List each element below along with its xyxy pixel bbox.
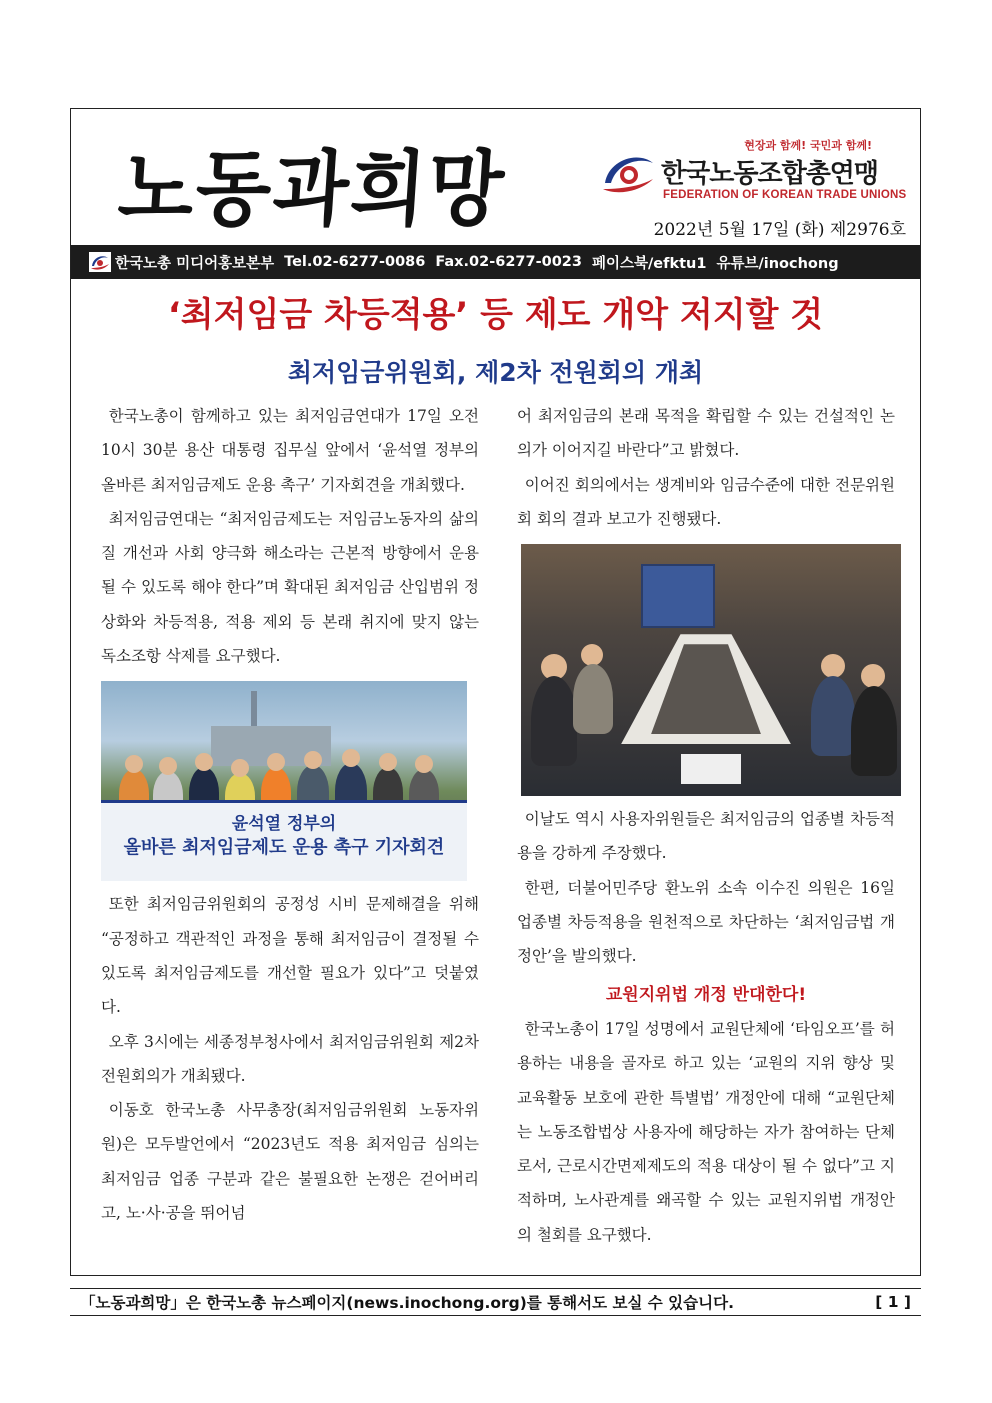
section-title: 교원지위법 개정 반대한다! xyxy=(605,984,807,1005)
masthead xyxy=(71,109,920,245)
paragraph: 한국노총이 17일 성명에서 교원단체에 ‘타임오프’를 허용하는 내용을 골자로 하고 있는 ‘교원의 지위 향상 및 교육활동 보호에 관한 특별법’ 개정안에 대해 “교원단체는 노동조합법상 사용자에 해당하는 자가 참여하는 단체로서, 근로시간면제제도의 적용 대상이 될 수 없다”고 지적하며, 노사관계를 왜곡할 수 있는 교원지위법 개정안의 철회를 요구했다. xyxy=(517,1019,895,1244)
banner-line-1: 윤석열 정부의 xyxy=(231,814,337,835)
footer-note: 「노동과희망」은 한국노총 뉴스페이지(news.inochong.org)를 통해서도 보실 수 있습니다. xyxy=(80,1294,734,1312)
newsletter-page xyxy=(70,108,921,1276)
paragraph: 오후 3시에는 세종정부청사에서 최저임금위원회 제2차 전원회의가 개최됐다. xyxy=(101,1032,479,1085)
paragraph: 어 최저임금의 본래 목적을 확립할 수 있는 건설적인 논의가 이어지길 바란다”고 밝혔다. xyxy=(517,407,895,460)
contact-org: 한국노총 미디어홍보본부 xyxy=(115,255,275,272)
article-subhead: 최저임금위원회, 제2차 전원회의 개최 xyxy=(287,358,704,387)
press-conference-banner xyxy=(101,800,467,881)
wage-committee-meeting-photo xyxy=(521,544,901,796)
paragraph: 한국노총이 함께하고 있는 최저임금연대가 17일 오전 10시 30분 용산 대통령 집무실 앞에서 ‘윤석열 정부의 올바른 최저임금제도 운용 촉구’ 기자회견을 개최했다. xyxy=(101,407,479,494)
paragraph: 최저임금연대는 “최저임금제도는 저임금노동자의 삶의 질 개선과 사회 양극화 해소라는 근본적 방향에서 운용될 수 있도록 해야 한다”며 확대된 최저임금 산입범위 정상화와 차등적용, 적용 제외 등 본래 취지에 맞지 않는 독소조항 삭제를 요구했다. xyxy=(101,509,479,666)
footer xyxy=(70,1288,921,1316)
contact-tel: Tel.02-6277-0086 xyxy=(284,254,426,270)
left-column xyxy=(101,399,479,1230)
paragraph: 이동호 한국노총 사무총장(최저임금위원회 노동자위원)은 모두발언에서 “2023년도 적용 최저임금 심의는 최저임금 업종 구분과 같은 불필요한 논쟁은 걷어버리고, 노·사·공을 뛰어넘 xyxy=(101,1101,479,1223)
paragraph: 또한 최저임금위원회의 공정성 시비 문제해결을 위해 “공정하고 객관적인 과정을 통해 최저임금이 결정될 수 있도록 최저임금제도를 개선할 필요가 있다”고 덧붙였다. xyxy=(101,895,479,1017)
fktu-small-emblem-icon xyxy=(89,252,111,272)
paragraph: 이어진 회의에서는 생계비와 임금수준에 대한 전문위원회 회의 결과 보고가 진행됐다. xyxy=(517,475,895,528)
paragraph: 이날도 역시 사용자위원들은 최저임금의 업종별 차등적용을 강하게 주장했다. xyxy=(517,810,895,863)
newsletter-title: 노동과희망 xyxy=(115,142,509,238)
union-slogan: 현장과 함께! 국민과 함께! xyxy=(744,139,872,152)
contact-fax: Fax.02-6277-0023 xyxy=(435,254,582,270)
union-name-english: FEDERATION OF KOREAN TRADE UNIONS xyxy=(663,189,907,201)
article-headline: ‘최저임금 차등적용’ 등 제도 개악 저지할 것 xyxy=(167,295,824,335)
right-column xyxy=(517,399,895,1252)
union-name: 한국노동조합총연맹 xyxy=(661,159,879,189)
contact-youtube: 유튜브/inochong xyxy=(716,255,839,272)
paragraph: 한편, 더불어민주당 환노위 소속 이수진 의원은 16일 업종별 차등적용을 원천적으로 차단하는 ‘최저임금법 개정안’을 발의했다. xyxy=(517,878,895,966)
page-number: [ 1 ] xyxy=(875,1293,911,1311)
issue-date: 2022년 5월 17일 (화) 제2976호 xyxy=(653,220,906,240)
fktu-emblem-icon xyxy=(599,149,657,197)
press-conference-photo xyxy=(101,681,467,881)
contact-facebook: 페이스북/efktu1 xyxy=(591,255,707,272)
banner-line-2: 올바른 최저임금제도 운용 촉구 기자회견 xyxy=(123,837,445,859)
contact-bar xyxy=(71,245,920,279)
